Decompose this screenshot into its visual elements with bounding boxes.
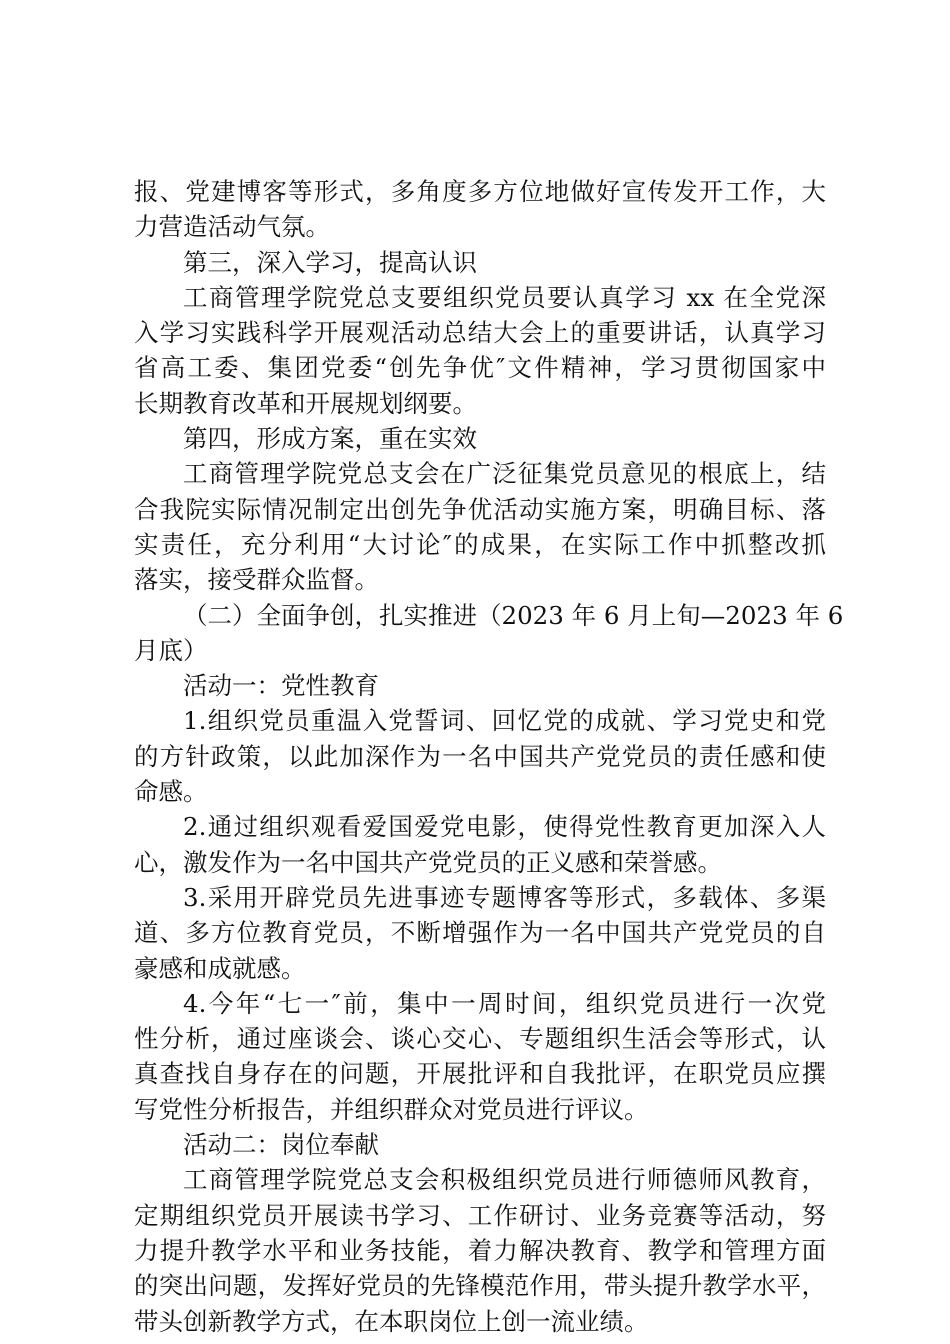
section-heading-study <box>134 245 826 280</box>
paragraph-plan <box>134 456 826 597</box>
paragraph-study <box>134 280 826 421</box>
text-line: 3.采用开辟党员先进事迹专题博客等形式，多载体、多渠 <box>183 882 826 912</box>
text-line: 工商管理学院党总支会在广泛征集党员意见的根底上，结 <box>183 459 826 489</box>
activity-one-item-2 <box>134 809 826 880</box>
text-line: 真查找自身存在的问题，开展批评和自我批评，在职党员应撰 <box>134 1059 826 1089</box>
text-line: 的突出问题，发挥好党员的先锋模范作用，带头提升教学水平， <box>134 1271 826 1301</box>
text-line: 第四，形成方案，重在实效 <box>183 424 477 454</box>
text-line: 力营造活动气氛。 <box>134 212 330 242</box>
text-line: 力提升教学水平和业务技能，着力解决教育、教学和管理方面 <box>134 1235 826 1265</box>
text-line: 4.今年“七一″前，集中一周时间，组织党员进行一次党 <box>183 988 826 1018</box>
text-line: 命感。 <box>134 777 208 807</box>
text-line: 报、党建博客等形式，多角度多方位地做好宣传发开工作，大 <box>134 177 826 206</box>
text-line: 入学习实践科学开展观活动总结大会上的重要讲话，认真学习 <box>134 318 826 348</box>
text-line: 第三，深入学习，提高认识 <box>183 247 477 277</box>
text-line: （二）全面争创，扎实推进（2023 年 6 月上旬—2023 年 6 <box>183 600 844 630</box>
text-line: 道、多方位教育党员，不断增强作为一名中国共产党党员的自 <box>134 918 826 948</box>
text-line: 合我院实际情况制定出创先争优活动实施方案，明确目标、落 <box>134 494 826 524</box>
text-line: 长期教育改革和开展规划纲要。 <box>134 388 477 418</box>
text-line: 1.组织党员重温入党誓词、回忆党的成就、学习党史和党 <box>183 706 826 736</box>
text-line: 带头创新教学方式，在本职岗位上创一流业绩。 <box>134 1306 649 1336</box>
text-line: 心，激发作为一名中国共产党党员的正义感和荣誉感。 <box>134 847 722 877</box>
paragraph-promotion <box>134 174 826 245</box>
text-line: 2.通过组织观看爱国爱党电影，使得党性教育更加深入人 <box>183 812 826 842</box>
section-heading-plan <box>134 421 826 456</box>
text-line: 省高工委、集团党委“创先争优″文件精神，学习贯彻国家中 <box>134 353 826 383</box>
activity-two-heading <box>134 1127 826 1162</box>
activity-one-item-1 <box>134 703 826 809</box>
text-line: 工商管理学院党总支会积极组织党员进行师德师风教育， <box>183 1165 826 1195</box>
text-line: 活动一：党性教育 <box>183 671 379 701</box>
text-line: 实责任，充分利用“大讨论″的成果，在实际工作中抓整改抓 <box>134 529 826 559</box>
text-line: 写党性分析报告，并组织群众对党员进行评议。 <box>134 1094 649 1124</box>
text-line: 性分析，通过座谈会、谈心交心、专题组织生活会等形式，认 <box>134 1024 826 1054</box>
activity-one-heading <box>134 668 826 703</box>
text-line: 落实，接受群众监督。 <box>134 565 379 595</box>
text-line: 工商管理学院党总支要组织党员要认真学习 xx 在全党深 <box>183 282 826 312</box>
activity-one-item-4 <box>134 986 826 1127</box>
text-line: 活动二：岗位奉献 <box>183 1130 379 1160</box>
text-line: 月底） <box>134 635 208 665</box>
text-line: 的方针政策，以此加深作为一名中国共产党党员的责任感和使 <box>134 741 826 771</box>
document-body <box>134 174 844 1339</box>
text-line: 豪感和成就感。 <box>134 953 306 983</box>
activity-two-paragraph <box>134 1162 826 1338</box>
section-heading-two <box>134 598 844 669</box>
text-line: 定期组织党员开展读书学习、工作研讨、业务竞赛等活动，努 <box>134 1200 826 1230</box>
activity-one-item-3 <box>134 880 826 986</box>
